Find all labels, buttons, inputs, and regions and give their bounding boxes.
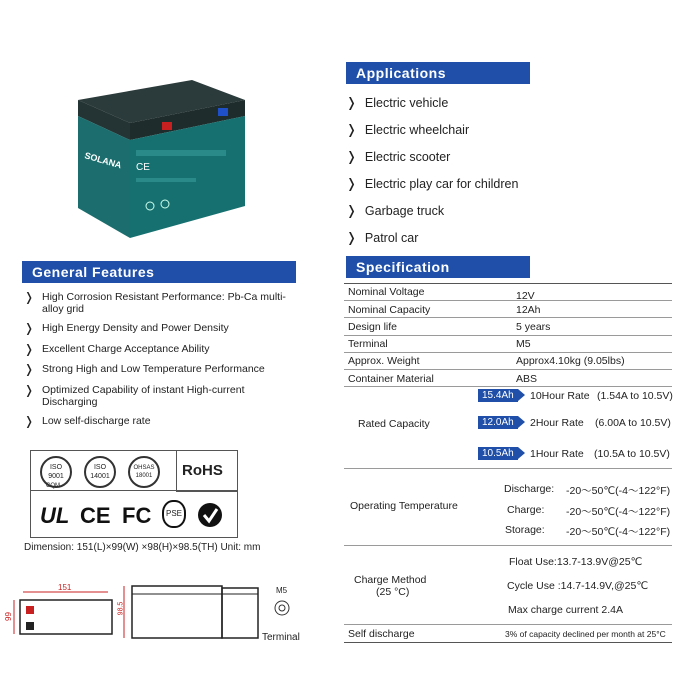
applications-banner bbox=[346, 62, 530, 84]
spec-value: Approx4.10kg (9.05lbs) bbox=[516, 355, 625, 367]
list-item: ❭ Electric play car for children bbox=[346, 176, 519, 191]
list-item: ❭ Electric vehicle bbox=[346, 95, 449, 110]
drawing-width-label: 99 bbox=[3, 612, 13, 621]
list-item: ❭ Electric scooter bbox=[346, 149, 451, 164]
chevron-right-icon: ❭ bbox=[24, 290, 35, 304]
chevron-right-icon: ❭ bbox=[24, 342, 35, 356]
chevron-right-icon: ❭ bbox=[346, 149, 357, 164]
list-item: ❭ Patrol car bbox=[346, 230, 419, 245]
charge-spec: Float Use:13.7-13.9V@25℃ bbox=[509, 556, 643, 568]
iso14001-seal-icon: ISO 14001 bbox=[84, 456, 116, 488]
rohs-mark: RoHS bbox=[182, 462, 223, 479]
spec-label: Approx. Weight bbox=[348, 355, 420, 367]
feature-item: ❭ Low self-discharge rate bbox=[24, 414, 151, 428]
charge-method-sub: (25 °C) bbox=[376, 586, 410, 598]
terminal-label: Terminal bbox=[262, 632, 300, 643]
self-discharge-value: 3% of capacity declined per month at 25°C bbox=[505, 629, 666, 639]
spec-label: Terminal bbox=[348, 338, 388, 350]
spec-label: Design life bbox=[348, 321, 398, 333]
pse-mark: PSE bbox=[162, 500, 186, 528]
chevron-right-icon: ❭ bbox=[24, 414, 35, 428]
rate-label: 1Hour Rate bbox=[530, 448, 584, 460]
chevron-right-icon: ❭ bbox=[346, 176, 357, 191]
feature-item: ❭ Excellent Charge Acceptance Ability bbox=[24, 342, 210, 356]
spec-value: 5 years bbox=[516, 321, 551, 333]
charge-spec: Cycle Use :14.7-14.9V,@25℃ bbox=[507, 580, 649, 592]
features-title: General Features bbox=[32, 264, 155, 280]
temp-mode: Storage: bbox=[505, 524, 545, 536]
chevron-right-icon: ❭ bbox=[346, 203, 357, 218]
self-discharge-label: Self discharge bbox=[348, 628, 415, 640]
operating-temperature-label: Operating Temperature bbox=[350, 500, 458, 512]
rate-label: 10Hour Rate bbox=[530, 390, 590, 402]
applications-title: Applications bbox=[356, 65, 447, 81]
brand-label: SOLANA bbox=[83, 150, 123, 171]
spec-label: Nominal Capacity bbox=[348, 304, 431, 316]
features-banner bbox=[22, 261, 296, 283]
dimension-text: Dimension: 151(L)×99(W) ×98(H)×98.5(TH) Unit: mm bbox=[24, 542, 261, 553]
fc-mark: FC bbox=[122, 503, 152, 528]
chevron-right-icon: ❭ bbox=[24, 321, 35, 335]
specification-title: Specification bbox=[356, 259, 450, 275]
drawing-height-label: 98.5 bbox=[117, 601, 125, 616]
feature-item: ❭ Optimized Capability of instant High-current Discharging bbox=[24, 383, 245, 408]
chevron-right-icon: ❭ bbox=[346, 230, 357, 245]
specification-banner bbox=[346, 256, 530, 278]
ul-mark: UL bbox=[40, 503, 70, 528]
ohsas-seal-icon: OHSAS 18001 bbox=[128, 456, 160, 488]
list-item: ❭ Electric wheelchair bbox=[346, 122, 470, 137]
charge-spec: Max charge current 2.4A bbox=[508, 604, 623, 616]
c-tick-mark-icon bbox=[196, 501, 224, 534]
temp-mode: Charge: bbox=[507, 504, 545, 516]
iso9001-seal-icon: ISO 9001 bbox=[40, 456, 72, 488]
list-item: ❭ Garbage truck bbox=[346, 203, 445, 218]
capacity-badge: 15.4Ah bbox=[478, 389, 518, 402]
rated-capacity-label: Rated Capacity bbox=[358, 418, 430, 430]
temp-range: -20～50℃(-4～122°F) bbox=[566, 506, 671, 518]
feature-item: ❭ Strong High and Low Temperature Performance bbox=[24, 362, 265, 376]
rate-current: (6.00A to 10.5V) bbox=[595, 417, 671, 429]
chevron-right-icon: ❭ bbox=[346, 122, 357, 137]
chevron-right-icon: ❭ bbox=[346, 95, 357, 110]
chevron-right-icon: ❭ bbox=[24, 383, 35, 397]
applications-list bbox=[346, 89, 646, 251]
rate-label: 2Hour Rate bbox=[530, 417, 584, 429]
drawing-length-label: 151 bbox=[58, 583, 72, 592]
spec-label: Nominal Voltage bbox=[348, 286, 425, 298]
spec-value: 12Ah bbox=[516, 304, 541, 316]
spec-value: M5 bbox=[516, 338, 531, 350]
battery-photo bbox=[70, 78, 250, 243]
terminal-type-label: M5 bbox=[276, 586, 288, 595]
feature-item: ❭ High Corrosion Resistant Performance: Pb-Ca multi-alloy grid bbox=[24, 290, 286, 315]
spec-value: 12V bbox=[516, 290, 535, 302]
temp-range: -20～50℃(-4～122°F) bbox=[566, 485, 671, 497]
rate-current: (1.54A to 10.5V) bbox=[597, 390, 673, 402]
cqm-label: CQM bbox=[46, 483, 60, 489]
capacity-badge: 12.0Ah bbox=[478, 416, 518, 429]
spec-value: ABS bbox=[516, 373, 538, 385]
ce-cert-mark: CE bbox=[80, 503, 111, 528]
spec-label: Container Material bbox=[348, 373, 434, 385]
capacity-badge: 10.5Ah bbox=[478, 447, 518, 460]
charge-method-label: Charge Method bbox=[354, 574, 427, 586]
chevron-right-icon: ❭ bbox=[24, 362, 35, 376]
temp-mode: Discharge: bbox=[504, 483, 555, 495]
ce-mark: CE bbox=[136, 162, 150, 173]
temp-range: -20～50℃(-4～122°F) bbox=[566, 526, 671, 538]
rate-current: (10.5A to 10.5V) bbox=[594, 448, 670, 460]
feature-item: ❭ High Energy Density and Power Density bbox=[24, 321, 229, 335]
